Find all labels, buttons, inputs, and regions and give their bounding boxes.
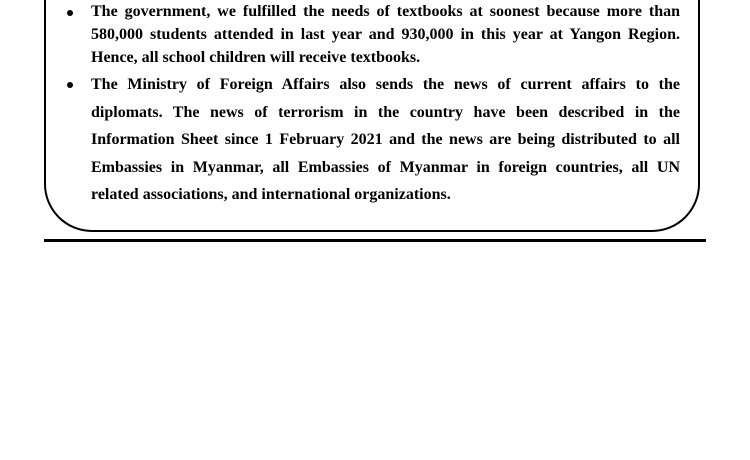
bullet-item-textbooks (64, 0, 680, 69)
bullet-text: The government, we fulfilled the needs of textbooks at soonest because more than 580,000 students attended in last year and 930,000 in this year at Yangon Region. Hence, all school children will receive textbooks. (91, 3, 680, 66)
bullet-dot-icon (67, 82, 73, 88)
horizontal-rule (44, 239, 706, 242)
bullet-list (64, 0, 680, 209)
bullet-text: The Ministry of Foreign Affairs also sends the news of current affairs to the diplomats. The news of terrorism in the country have been described in the Information Sheet since 1 February 2021 and the news are being distributed to all Embassies in Myanmar, all Embassies of Myanmar in foreign countries, all UN related associations, and international organizations. (91, 76, 680, 204)
bullet-item-foreign-affairs (64, 71, 680, 209)
bullet-dot-icon (67, 10, 73, 16)
